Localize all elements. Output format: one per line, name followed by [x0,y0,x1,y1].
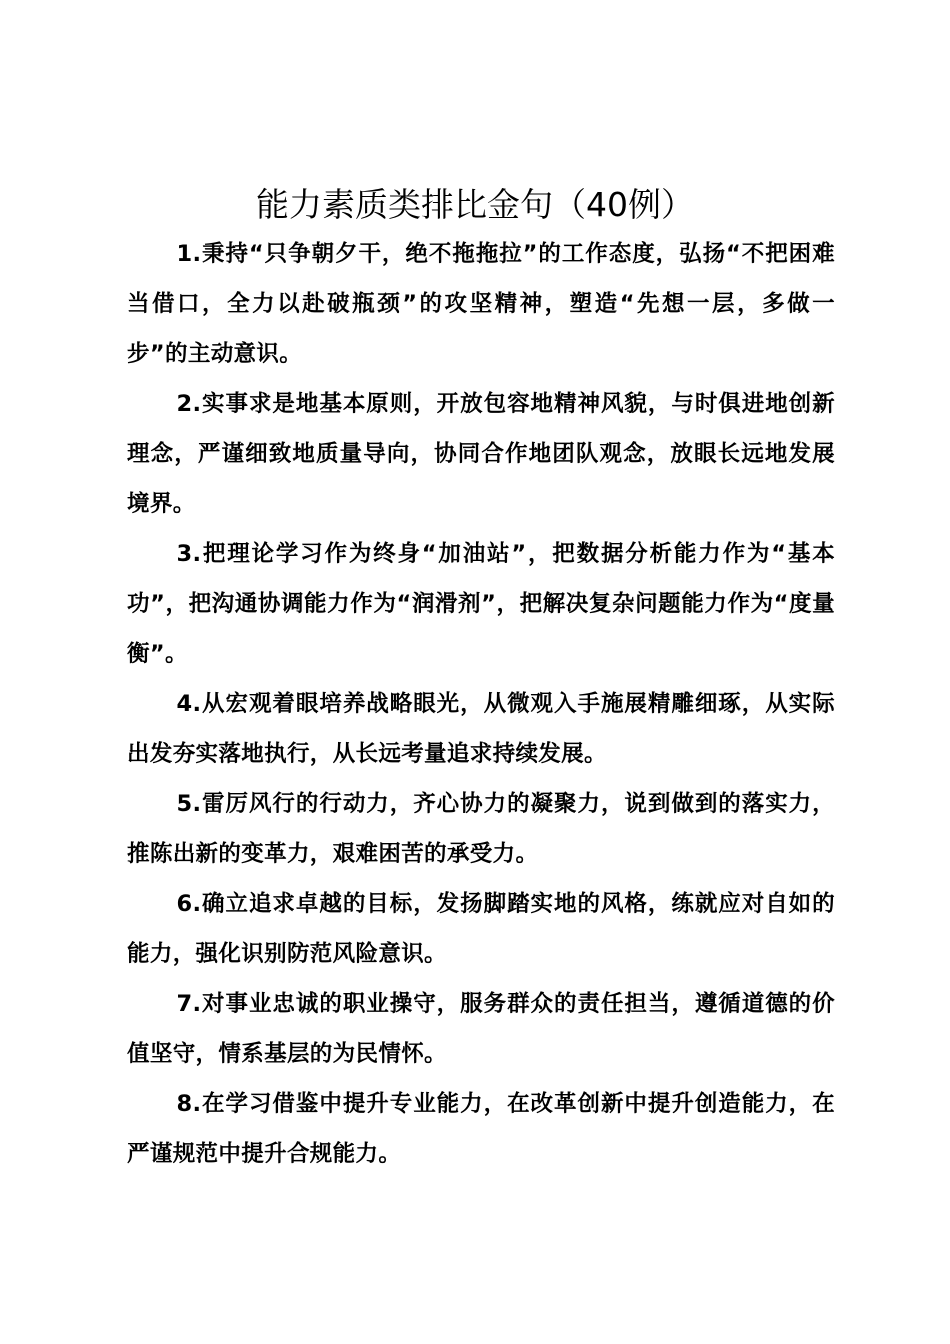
document-title: 能力素质类排比金句（40例） [256,185,694,224]
paragraph-7: 7.对事业忠诚的职业操守，服务群众的责任担当，遵循道德的价值坚守，情系基层的为民情怀。 [127,991,835,1067]
document-body [127,229,835,1179]
paragraph-1: 1.秉持“只争朝夕干，绝不拖拖拉”的工作态度，弘扬“不把困难当借口，全力以赴破瓶颈”的攻坚精神，塑造“先想一层，多做一步”的主动意识。 [127,241,835,367]
paragraph-3: 3.把理论学习作为终身“加油站”，把数据分析能力作为“基本功”，把沟通协调能力作为“润滑剂”，把解决复杂问题能力作为“度量衡”。 [127,541,835,667]
paragraph-8: 8.在学习借鉴中提升专业能力，在改革创新中提升创造能力，在严谨规范中提升合规能力。 [127,1091,835,1167]
paragraph-2: 2.实事求是地基本原则，开放包容地精神风貌，与时俱进地创新理念，严谨细致地质量导向，协同合作地团队观念，放眼长远地发展境界。 [127,391,835,517]
paragraph-4: 4.从宏观着眼培养战略眼光，从微观入手施展精雕细琢，从实际出发夯实落地执行，从长远考量追求持续发展。 [127,691,835,767]
paragraph-6: 6.确立追求卓越的目标，发扬脚踏实地的风格，练就应对自如的能力，强化识别防范风险意识。 [127,891,835,967]
paragraph-5: 5.雷厉风行的行动力，齐心协力的凝聚力，说到做到的落实力，推陈出新的变革力，艰难困苦的承受力。 [127,791,835,867]
